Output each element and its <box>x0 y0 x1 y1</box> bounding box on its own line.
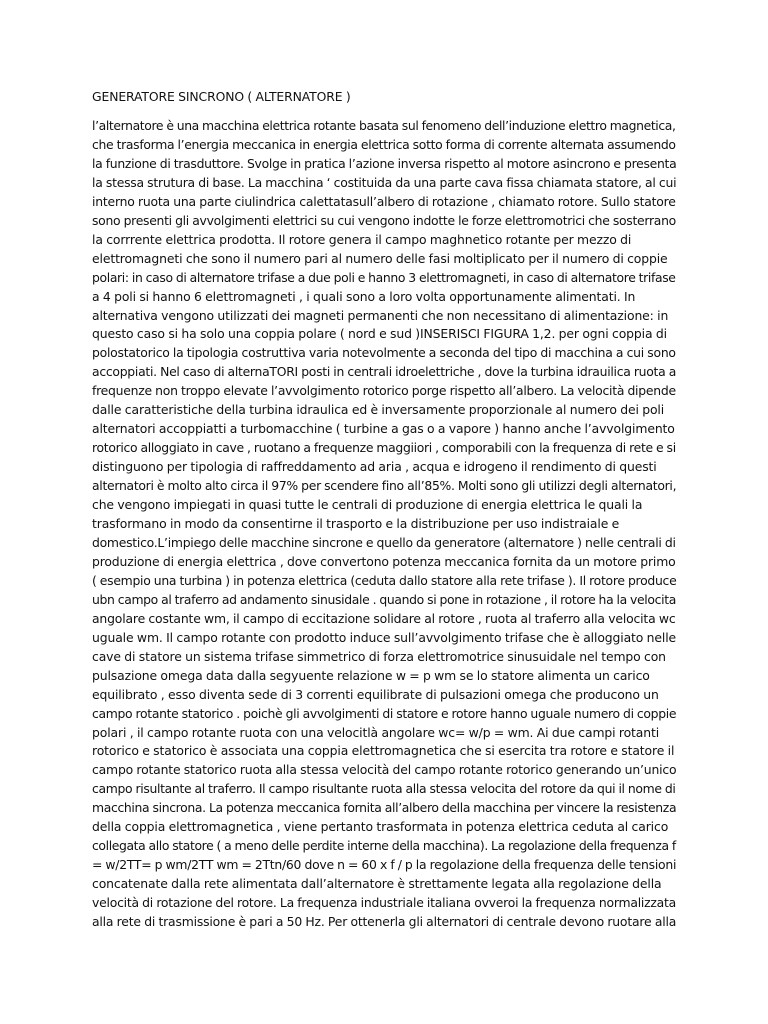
body-text-line: alternativa vengono utilizzati dei magneti permanenti che non necessitano di alimentazione: in <box>92 307 669 323</box>
body-text-line: angolare costante wm, il campo di eccitazione solidare al rotore , ruota al traferro alla velocita wc <box>92 610 676 626</box>
body-text-line: campo rotante statorico ruota alla stessa velocità del campo rotante rotorico generando un’unico <box>92 762 677 778</box>
body-text-line: trasformano in modo da consentirne il trasporto e la distribuzione per uso indistraiale e <box>92 516 620 532</box>
body-text-line: l’alternatore è una macchina elettrica rotante basata sul fenomeno dell’induzione elettro magnetica, <box>92 118 676 133</box>
body-text-line: alla rete di trasmissione è pari a 50 Hz. Per ottenerla gli alternatori di centrale devono ruotare alla <box>92 914 677 930</box>
body-text-line: ( esempio una turbina ) in potenza elettrica (ceduta dallo statore alla rete trifase ). Il rotore produce <box>92 572 677 588</box>
body-text-line: cave di statore un sistema trifase simmetrico di forza elettromotrice sinusuidale nel tempo con <box>92 648 666 664</box>
body-text-line: produzione di energia elettrica , dove convertono potenza meccanica fornita da un motore primo <box>92 553 676 569</box>
body-text-line: equilibrato , esso diventa sede di 3 correnti equilibrate di pulsazioni omega che producono un <box>92 686 659 702</box>
body-text-line: polari: in caso di alternatore trifase a due poli e hanno 3 elettromagneti, in caso di alternatore trifase <box>92 269 676 285</box>
document-body <box>92 117 676 932</box>
body-text-line: che vengono impiegati in quasi tutte le centrali di produzione di energia elettrica le quali la <box>92 497 643 513</box>
body-text-line: campo rotante statorico . poichè gli avvolgimenti di statore e rotore hanno uguale numero di coppie <box>92 705 677 721</box>
body-text-line: accoppiati. Nel caso di alternaTORI posti in centrali idroelettriche , dove la turbina idrauilica ruota a <box>92 364 677 380</box>
body-text-line: alternatori accoppiatti a turbomacchine ( turbine a gas o a vapore ) hanno anche l’avvolgimento <box>92 421 675 437</box>
body-text-line: pulsazione omega data dalla segyuente relazione w = p wm se lo statore alimenta un carico <box>92 667 650 683</box>
body-text-line: interno ruota una parte ciulindrica calettatasull’albero di rotazione , chiamato rotore. Sullo statore <box>92 193 676 209</box>
body-text-line: velocità di rotazione del rotore. La frequenza industriale italiana ovveroi la frequenza normalizzata <box>92 895 677 911</box>
body-text-line: ubn campo al traferro ad andamento sinusidale . quando si pone in rotazione , il rotore ha la velocita <box>92 591 676 607</box>
document-content <box>92 88 676 932</box>
body-text-line: distinguono per tipologia di raffreddamento ad aria , acqua e idrogeno il rendimento di questi <box>92 459 657 475</box>
body-text-line: rotorico alloggiato in cave , ruotano a frequenze maggiiori , comporabili con la frequenza di rete e si <box>92 440 676 456</box>
body-text-line: = w/2TT= p wm/2TT wm = 2Ttn/60 dove n = 60 x f / p la regolazione della frequenza delle tensioni <box>92 857 677 873</box>
body-text-line: alternatori è molto alto circa il 97% per scendere fino all’85%. Molti sono gli utilizzi degli alternatori, <box>92 478 677 494</box>
body-text-line: la stessa strutura di base. La macchina ‘ costituida da una parte cava fissa chiamata statore, al cui <box>92 174 677 190</box>
body-text-line: la corrrente elettrica prodotta. Il rotore genera il campo maghnetico rotante per mezzo di <box>92 231 632 247</box>
body-text-line: domestico.L’impiego delle macchine sincrone e quello da generatore (alternatore ) nelle centrali di <box>92 534 676 550</box>
body-text-line: rotorico e statorico è associata una coppia elettromagnetica che si esercita tra rotore e statore il <box>92 743 675 759</box>
body-text-line: frequenze non troppo elevate l’avvolgimento rotorico porge rispetto all’albero. La velocità dipende <box>92 383 676 399</box>
body-text-line: a 4 poli si hanno 6 elettromagneti , i quali sono a loro volta opportunamente alimentati. In <box>92 288 636 304</box>
body-text-line: polostatorico la tipologia costruttiva varia notevolmente a seconda del tipo di macchina a cui sono <box>92 345 676 361</box>
body-text-line: polari , il campo rotante ruota con una velocitlà angolare wc= w/p = wm. Ai due campi rotanti <box>92 724 660 740</box>
document-title: GENERATORE SINCRONO ( ALTERNATORE ) <box>92 89 351 104</box>
body-text-line: collegata allo statore ( a meno delle perdite interne della macchina). La regolazione della frequenza f <box>92 838 676 854</box>
body-text-line: dalle caratteristiche della turbina idraulica ed è inversamente proporzionale al numero dei poli <box>92 402 665 418</box>
body-text-line: elettromagneti che sono il numero pari al numero delle fasi moltiplicato per il numero di coppie <box>92 250 668 266</box>
body-text-line: sono presenti gli avvolgimenti elettrici su cui vengono indotte le forze elettromotrici che sosterrano <box>92 212 676 228</box>
body-text-line: della coppia elettromagnetica , viene pertanto trasformata in potenza elettrica ceduta al carico <box>92 819 669 835</box>
body-text-line: questo caso si ha solo una coppia polare ( nord e sud )INSERISCI FIGURA 1,2. per ogni coppia di <box>92 326 667 342</box>
body-text-line: la funzione di trasduttore. Svolge in pratica l’azione inversa rispetto al motore asincrono e presenta <box>92 155 677 171</box>
body-text-line: campo risultante al traferro. Il campo risultante ruota alla stessa velocita del rotore da qui il nome di <box>92 781 676 797</box>
body-text-line: concatenate dalla rete alimentata dall’alternatore è strettamente legata alla regolazione della <box>92 876 662 892</box>
body-text-line: che trasforma l’energia meccanica in energia elettrica sotto forma di corrente alternata assumendo <box>92 136 676 152</box>
body-text-line: uguale wm. Il campo rotante con prodotto induce sull’avvolgimento trifase che è alloggiato nelle <box>92 629 677 645</box>
body-text-line: macchina sincrona. La potenza meccanica fornita all’albero della macchina per vincere la resistenza <box>92 800 677 816</box>
